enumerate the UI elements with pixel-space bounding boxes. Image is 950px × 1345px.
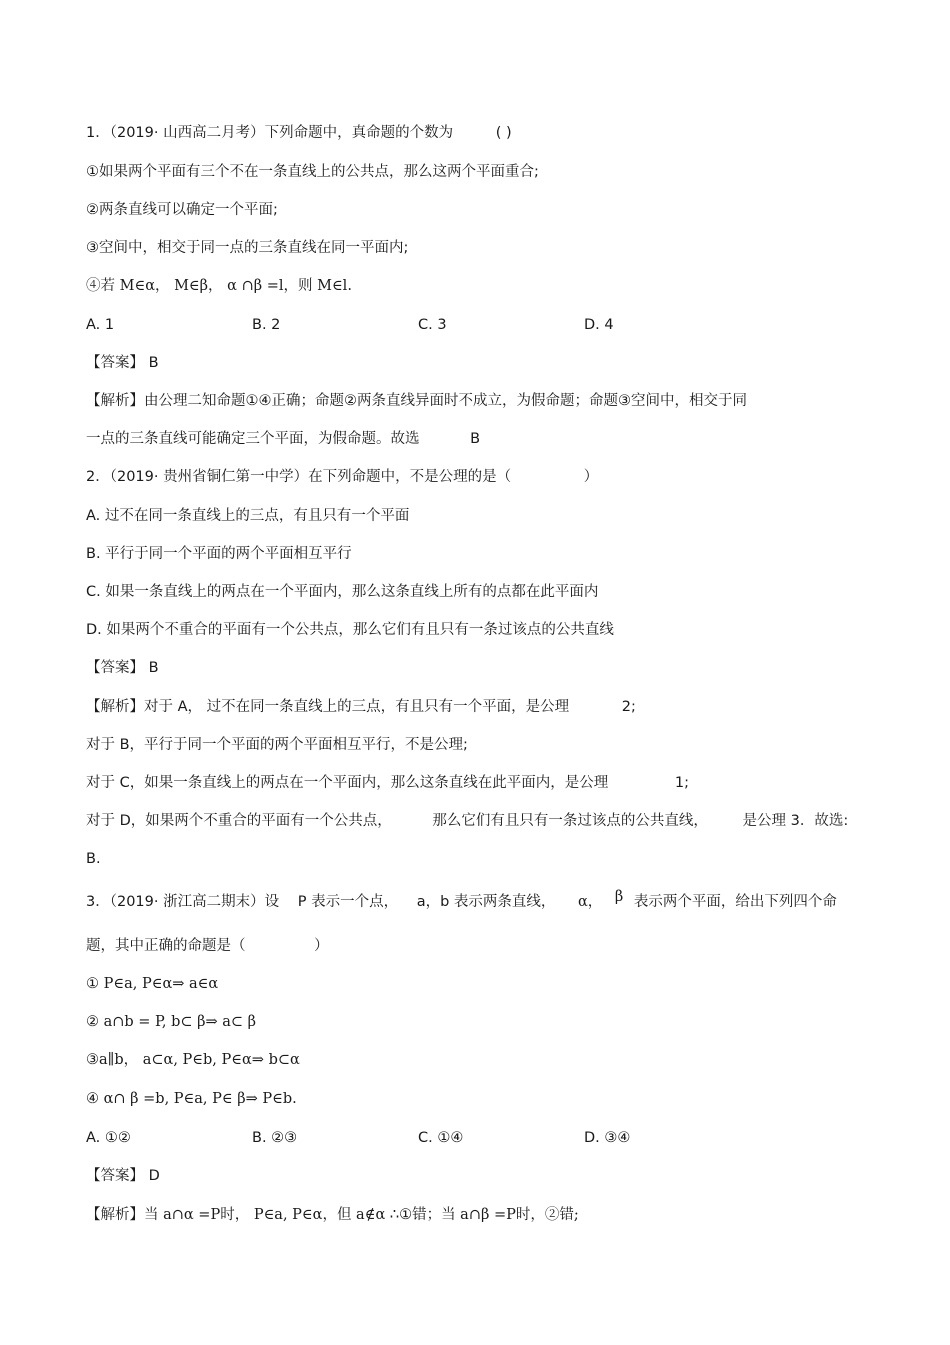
q1-item-2: ②两条直线可以确定一个平面; [86, 202, 278, 218]
q2-analysis-4 [86, 811, 848, 831]
q3-stem [86, 889, 837, 912]
q3-stem-c: a，b 表示两条直线， [416, 894, 556, 910]
q3-option-a: A. ①② [86, 1130, 131, 1146]
q3-stem-a: 3．（2019· 浙江高二期末）设 [86, 894, 280, 910]
q2-stem [86, 467, 598, 487]
q3-item-3: ③a∥b， a⊂α, P∈b, P∈α⇒ b⊂α [86, 1052, 300, 1068]
q2-item-d: D. 如果两个不重合的平面有一个公共点，那么它们有且只有一条过该点的公共直线 [86, 622, 614, 638]
q1-option-d: D. 4 [584, 317, 614, 333]
q1-option-a: A. 1 [86, 317, 115, 333]
q3-stem-2-text: 题，其中正确的命题是（ [86, 938, 246, 954]
q2-answer: 【答案】 B [86, 660, 159, 676]
q1-stem-text: 1．（2019· 山西高二月考）下列命题中，真命题的个数为 [86, 125, 454, 141]
q3-stem-beta: β [614, 889, 624, 905]
q3-stem-b: P 表示一个点， [297, 894, 399, 910]
q1-item-4: ④若 M∈α， M∈β， α ∩β =l，则 M∈l. [86, 278, 352, 294]
q1-analysis-1: 【解析】由公理二知命题①④正确；命题②两条直线异面时不成立，为假命题；命题③空间中，相交于同 [86, 393, 747, 409]
q1-analysis-2 [86, 429, 480, 449]
q2-analysis-4-text-c: 是公理 3．故选: [742, 813, 849, 829]
q1-answer: 【答案】 B [86, 355, 159, 371]
q1-analysis-2-text: 一点的三条直线可能确定三个平面，为假命题。故选 [86, 431, 420, 447]
q1-item-3: ③空间中，相交于同一点的三条直线在同一平面内; [86, 240, 409, 256]
q3-item-4: ④ α∩ β =b, P∈a, P∈ β⇒ P∈b. [86, 1091, 297, 1107]
q1-option-b: B. 2 [252, 317, 281, 333]
q3-answer: 【答案】 D [86, 1168, 160, 1184]
q2-analysis-4-text-a: 对于 D，如果两个不重合的平面有一个公共点， [86, 813, 392, 829]
q2-analysis-3 [86, 773, 689, 793]
q3-item-2: ② a∩b = P, b⊂ β⇒ a⊂ β [86, 1014, 257, 1030]
q3-stem-alpha: α， [578, 894, 603, 910]
q3-stem-2 [86, 936, 329, 956]
q2-analysis-4-text-b: 那么它们有且只有一条过该点的公共直线， [432, 813, 708, 829]
q2-analysis-1-text: 【解析】对于 A， 过不在同一条直线上的三点，有且只有一个平面，是公理 [86, 699, 570, 715]
q2-bracket-close: ） [583, 469, 599, 485]
q2-analysis-1-num: 2; [621, 699, 636, 715]
q2-analysis-1 [86, 697, 636, 717]
q2-analysis-2: 对于 B，平行于同一个平面的两个平面相互平行，不是公理; [86, 737, 468, 753]
q2-item-c: C. 如果一条直线上的两点在一个平面内，那么这条直线上所有的点都在此平面内 [86, 584, 599, 600]
q1-item-1: ①如果两个平面有三个不在一条直线上的公共点，那么这两个平面重合; [86, 164, 539, 180]
q2-analysis-3-num: 1; [674, 775, 689, 791]
q3-stem-f: 表示两个平面，给出下列四个命 [633, 894, 837, 910]
q2-item-a: A. 过不在同一条直线上的三点，有且只有一个平面 [86, 508, 410, 524]
q1-analysis-2-choice: B [470, 431, 481, 447]
q2-analysis-5: B. [86, 851, 101, 867]
q2-item-b: B. 平行于同一个平面的两个平面相互平行 [86, 546, 352, 562]
q3-option-c: C. ①④ [418, 1130, 464, 1146]
q1-bracket: ( ) [495, 125, 512, 141]
q1-option-c: C. 3 [418, 317, 447, 333]
q3-analysis: 【解析】当 a∩α =P时， P∈a, P∈α，但 a∉α ∴①错；当 a∩β =P时，②错; [86, 1207, 579, 1223]
q3-option-b: B. ②③ [252, 1130, 298, 1146]
q1-stem [86, 123, 512, 143]
q3-item-1: ① P∈a, P∈α⇒ a∈α [86, 976, 219, 992]
q3-option-d: D. ③④ [584, 1130, 631, 1146]
q2-stem-text: 2．（2019· 贵州省铜仁第一中学）在下列命题中，不是公理的是（ [86, 469, 512, 485]
q2-analysis-3-text: 对于 C，如果一条直线上的两点在一个平面内，那么这条直线在此平面内，是公理 [86, 775, 609, 791]
q3-stem-2-close: ） [314, 938, 329, 954]
